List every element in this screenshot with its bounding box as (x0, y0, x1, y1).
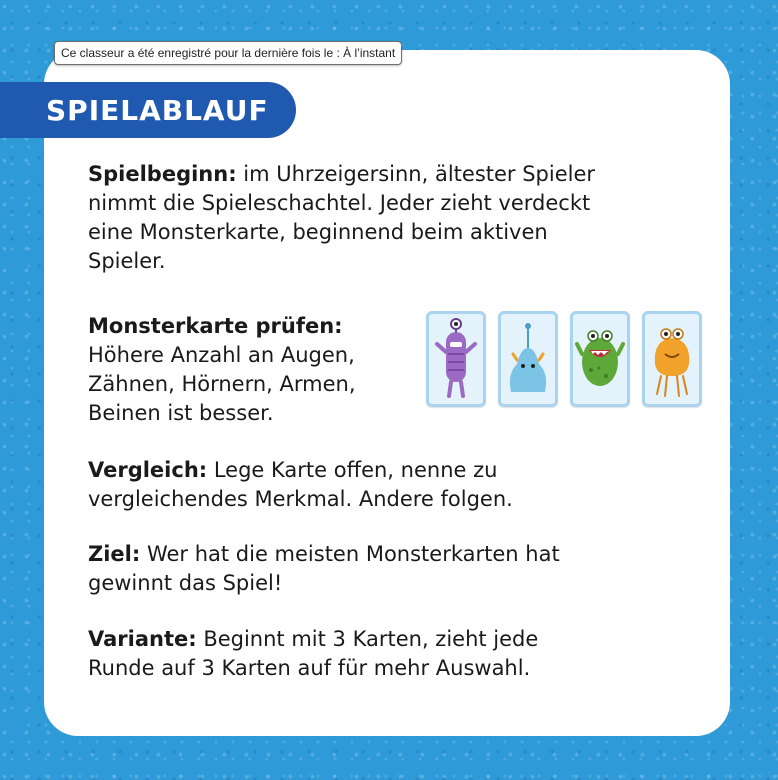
monster-card-2 (498, 311, 558, 407)
rule-label: Monsterkarte prüfen: (88, 314, 343, 338)
rule-label: Vergleich: (88, 458, 208, 482)
green-monster-icon (573, 314, 627, 404)
monster-card-1 (426, 311, 486, 407)
monster-card-row (426, 311, 708, 409)
rule-ziel: Ziel: Wer hat die meisten Monsterkarten hat gewinnt das Spiel! (88, 542, 560, 595)
orange-monster-icon (645, 314, 699, 404)
rule-label: Spielbeginn: (88, 162, 237, 186)
rule-vergleich: Vergleich: Lege Karte offen, nenne zu vergleichendes Merkmal. Andere folgen. (88, 458, 513, 511)
rule-label: Variante: (88, 627, 197, 651)
rule-monsterkarte: Monsterkarte prüfen: Höhere Anzahl an Augen, Zähnen, Hörnern, Armen, Beinen ist besser. (88, 314, 356, 425)
rule-label: Ziel: (88, 542, 141, 566)
banner-title: SPIELABLAUF (46, 93, 269, 127)
save-status-tooltip: Ce classeur a été enregistré pour la dernière fois le : À l’instant (54, 41, 402, 65)
monster-card-4 (642, 311, 702, 407)
rule-spielbeginn: Spielbeginn: im Uhrzeigersinn, ältester Spieler nimmt die Spieleschachtel. Jeder zieht verdeckt eine Monsterkarte, beginnend beim aktiven Spieler. (88, 162, 596, 273)
blue-slime-monster-icon (501, 314, 555, 404)
rule-variante: Variante: Beginnt mit 3 Karten, zieht jede Runde auf 3 Karten auf für mehr Auswahl. (88, 627, 539, 680)
monster-card-3 (570, 311, 630, 407)
section-banner (0, 82, 296, 138)
purple-monster-icon (429, 314, 483, 404)
